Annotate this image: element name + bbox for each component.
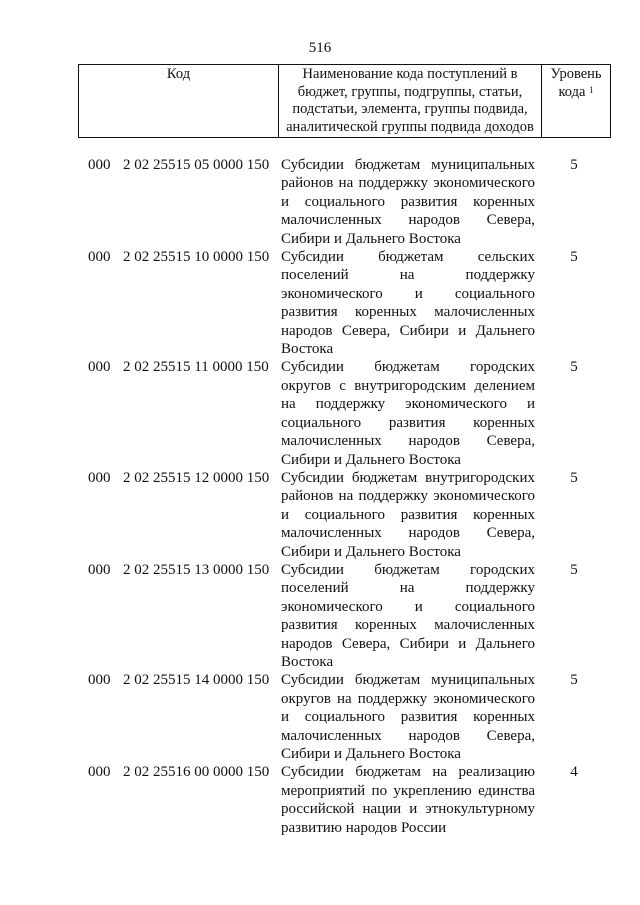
income-code: 2 02 25515 13 0000 150	[123, 561, 270, 578]
admin-code: 000	[88, 157, 111, 173]
code-level: 5	[570, 672, 578, 689]
header-level	[542, 65, 610, 137]
code-level: 5	[570, 469, 578, 486]
income-name: Субсидии бюджетам на реализацию мероприятий по укреплению единства российской нации и этнокультурному развитию народов России	[281, 764, 535, 836]
header-code: Код	[79, 65, 279, 137]
code-level: 4	[570, 764, 578, 781]
income-name: Субсидии бюджетам сельских поселений на поддержку экономического и социального развития коренных малочисленных народов Севера, Сибири и Дальнего Востока	[281, 249, 535, 358]
income-code: 2 02 25515 12 0000 150	[123, 469, 270, 486]
income-name: Субсидии бюджетам внутригородских районов на поддержку экономического и социального развития коренных малочисленных народов Севера, Сибири и Дальнего Востока	[281, 469, 535, 560]
income-name: Субсидии бюджетам городских поселений на поддержку экономического и социального развития коренных малочисленных народов Севера, Сибири и Дальнего Востока	[281, 561, 535, 670]
admin-code: 000	[88, 469, 111, 486]
income-code: 2 02 25515 10 0000 150	[123, 249, 270, 266]
admin-code: 000	[88, 561, 111, 578]
table-row	[0, 358, 640, 468]
admin-code: 000	[88, 672, 111, 689]
admin-code: 000	[88, 249, 111, 266]
table-row	[0, 248, 640, 358]
income-code: 2 02 25515 14 0000 150	[123, 672, 270, 689]
admin-code: 000	[88, 359, 111, 376]
table-body	[0, 156, 640, 837]
header-level-label: Уровень кода	[550, 66, 602, 100]
header-level-footnote: 1	[589, 84, 594, 95]
code-level: 5	[570, 561, 578, 578]
table-row	[0, 561, 640, 671]
income-code: 2 02 25516 00 0000 150	[123, 764, 270, 781]
income-name: Субсидии бюджетам муниципальных округов на поддержку экономического и социального развития коренных малочисленных народов Севера, Сибири и Дальнего Востока	[281, 672, 535, 762]
table-row	[0, 763, 640, 837]
income-code: 2 02 25515 11 0000 150	[123, 359, 269, 376]
table-row	[0, 469, 640, 561]
code-level: 5	[570, 249, 578, 266]
admin-code: 000	[88, 764, 111, 781]
table-row	[0, 671, 640, 763]
code-level: 5	[570, 157, 578, 173]
income-name: Субсидии бюджетам муниципальных районов на поддержку экономического и социального развития коренных малочисленных народов Севера, Сибири и Дальнего Востока	[281, 157, 535, 247]
code-level: 5	[570, 359, 578, 376]
page-number: 516	[308, 40, 332, 56]
table-header	[78, 64, 611, 138]
income-code: 2 02 25515 05 0000 150	[123, 157, 270, 173]
table-row	[0, 156, 640, 248]
header-name: Наименование кода поступлений в бюджет, группы, подгруппы, статьи, подстатьи, элемента, группы подвида, аналитической группы подвида доходов	[279, 65, 542, 137]
income-name: Субсидии бюджетам городских округов с внутригородским делением на поддержку экономического и социального развития коренных малочисленных народов Севера, Сибири и Дальнего Востока	[281, 359, 535, 468]
